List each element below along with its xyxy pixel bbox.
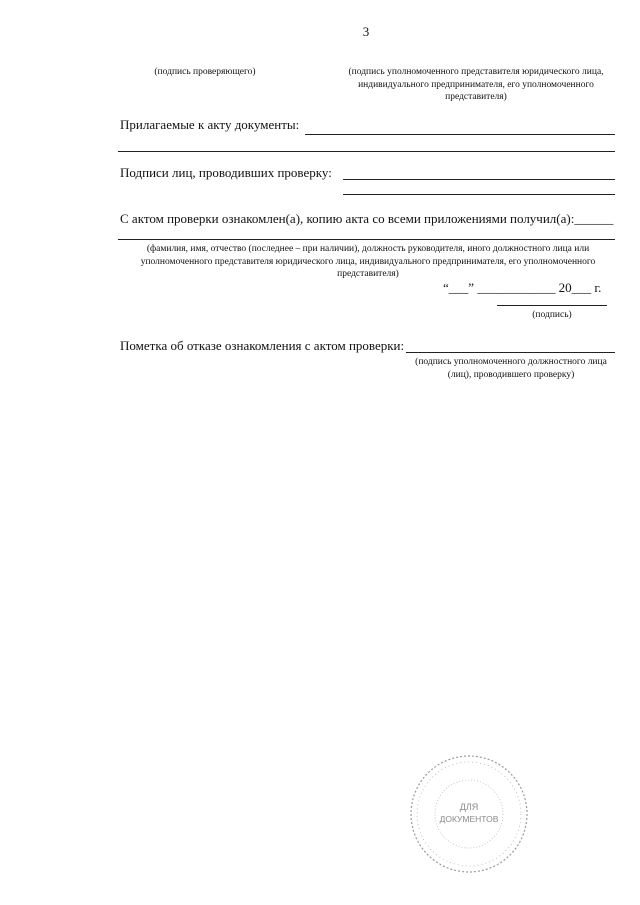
date-year-suffix: г. [594,280,602,295]
attached-documents-line [305,134,615,135]
date-field [443,280,601,296]
fio-caption: (фамилия, имя, отчество (последнее – при наличии), должность руководителя, иного должностного лица или уполномоченного представителя юридического лица, индивидуального предпринимателя, его уполномоченного представителя) [140,244,596,279]
stamp-seal [407,752,531,876]
official-signature-caption: (подпись уполномоченного должностного лица (лиц), проводившего проверку) [415,357,607,380]
date-year-prefix: 20 [558,280,572,295]
inspector-signature-caption: (подпись проверяющего) [154,67,256,77]
attached-documents-label: Прилагаемые к акту документы: [120,117,300,132]
inspectors-signatures-label: Подписи лиц, проводивших проверку: [120,165,332,180]
date-close-quote: ” [468,280,475,295]
date-year-blank: ___ [571,280,592,295]
signature-caption: (подпись) [532,310,572,320]
signature-line [497,305,607,306]
attached-documents-line-2 [118,151,615,152]
refusal-label: Пометка об отказе ознакомления с актом проверки: [120,338,405,353]
acquainted-statement [120,211,613,227]
refusal-signature-line [406,352,615,353]
representative-signature-caption: (подпись уполномоченного представителя юридического лица, индивидуального предпринимателя, его уполномоченного представителя) [348,67,604,102]
date-day-blank: ___ [448,280,469,295]
stamp-text-line2: ДОКУМЕНТОВ [439,814,499,824]
date-open-quote: “ [443,280,449,295]
stamp-text-line1: ДЛЯ [459,802,479,812]
page-number: 3 [362,24,370,39]
inspectors-signature-line-1 [343,179,615,180]
acquainted-label: С актом проверки ознакомлен(а), копию акта со всеми приложениями получил(а): [120,211,575,226]
date-month-blank: ____________ [477,280,556,295]
inspectors-signature-line-2 [343,194,615,195]
fio-line [118,239,615,240]
acquainted-blank: ______ [574,211,614,226]
